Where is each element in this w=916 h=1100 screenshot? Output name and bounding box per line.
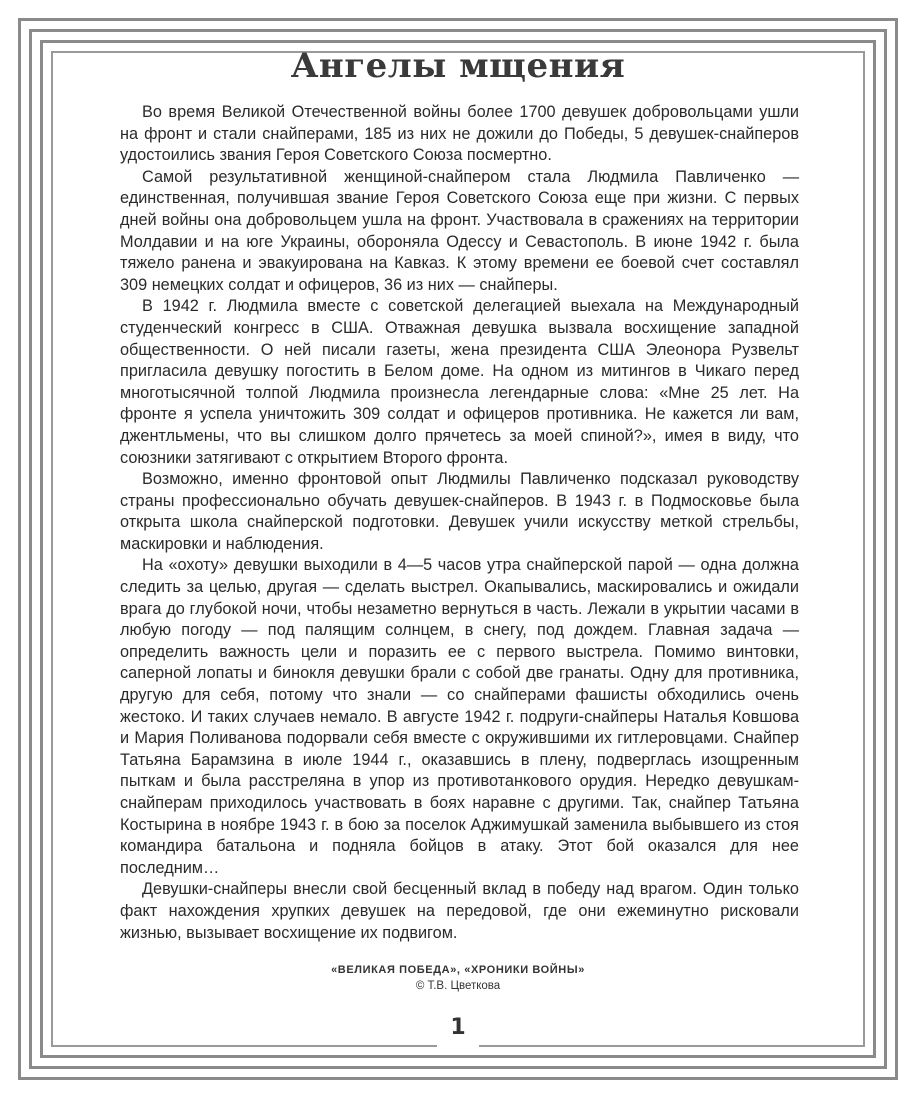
page-number-badge [437, 1005, 479, 1049]
page-title: Ангелы мщения [290, 46, 626, 86]
paragraph: Возможно, именно фронтовой опыт Людмилы Павличенко подсказал руководству страны профессионально обучать девушек-снайперов. В 1943 г. в Подмосковье была открыта школа снайперской подготовки. Девушек учили искусству меткой стрельбы, маскировки и наблюдения. [120, 470, 799, 553]
series-title: «ВЕЛИКАЯ ПОБЕДА», «ХРОНИКИ ВОЙНЫ» [331, 964, 585, 976]
article-body [120, 102, 799, 944]
paragraph: Во время Великой Отечественной войны более 1700 девушек добровольцами ушли на фронт и стали снайперами, 185 из них не дожили до Победы, 5 девушек-снайперов удостоились звания Героя Советского Союза посмертно. [120, 103, 799, 165]
paragraph: Девушки-снайперы внесли свой бесценный вклад в победу над врагом. Один только факт нахождения хрупких девушек на передовой, где они ежеминутно рисковали жизнью, вызывает восхищение их подвигом. [120, 880, 799, 942]
paragraph: На «охоту» девушки выходили в 4—5 часов утра снайперской парой — одна должна следить за целью, другая — сделать выстрел. Окапывались, маскировались и ожидали врага до глубокой ночи, чтобы незаметно вернуться в часть. Лежали в укрытии часами в любую погоду — под палящим солнцем, в снегу, под дождем. Главная задача — определить важность цели и поразить ее с первого выстрела. Помимо винтовки, саперной лопаты и бинокля девушки брали с собой две гранаты. Одну для противника, другую для себя, потому что знали — со снайперами фашисты обходились очень жестоко. И таких случаев немало. В августе 1942 г. подруги-снайперы Наталья Ковшова и Мария Поливанова подорвали себя вместе с окружившими их гитлеровцами. Снайпер Татьяна Барамзина в июле 1944 г., оказавшись в плену, подверглась изощренным пыткам и была расстреляна в упор из противотанкового орудия. Нередко девушкам-снайперам приходилось участвовать в боях наравне с другими. Так, снайпер Татьяна Костырина в ноябре 1943 г. в бою за поселок Аджимушкай заменила выбывшего из стоя командира батальона и подняла бойцов в атаку. Этот бой оказался для нее последним… [120, 556, 799, 877]
footer [60, 962, 856, 994]
paragraph: В 1942 г. Людмила вместе с советской делегацией выехала на Международный студенческий конгресс в США. Отважная девушка вызвала восхищение западной общественности. О ней писали газеты, жена президента США Элеонора Рузвельт пригласила девушку погостить в Белом доме. На одном из митингов в Чикаго перед многотысячной толпой Людмила произнесла легендарные слова: «Мне 25 лет. На фронте я успела уничтожить 309 солдат и офицеров противника. Не кажется ли вам, джентльмены, что вы слишком долго прячетесь за моей спиной?», имея в виду, что союзники затягивают с открытием Второго фронта. [120, 297, 799, 467]
page-number: 1 [450, 1014, 466, 1040]
copyright: © Т.В. Цветкова [415, 980, 501, 992]
paragraph: Самой результативной женщиной-снайпером стала Людмила Павличенко — единственная, получившая звание Героя Советского Союза еще при жизни. С первых дней войны она добровольцем ушла на фронт. Участвовала в сражениях на территории Молдавии и на юге Украины, обороняла Одессу и Севастополь. В июне 1942 г. была тяжело ранена и эвакуирована на Кавказ. К этому времени ее боевой счет составлял 309 немецких солдат и офицеров, 36 из них — снайперы. [120, 167, 799, 294]
